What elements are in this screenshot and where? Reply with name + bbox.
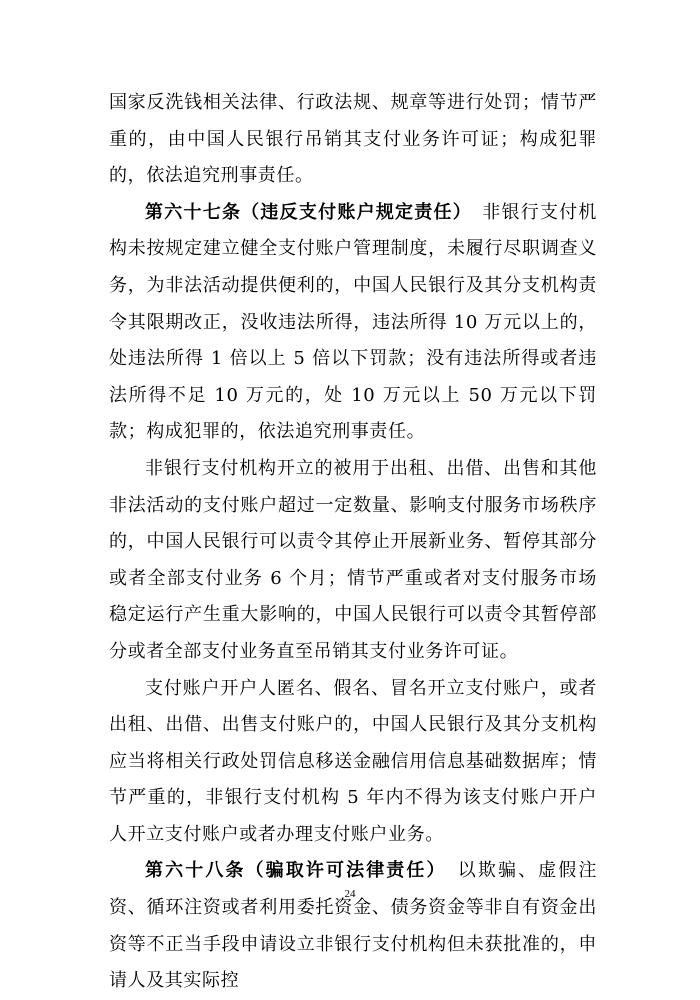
article-heading: 第六十七条（违反支付账户规定责任） xyxy=(145,201,463,223)
paragraph-article-68 xyxy=(109,853,597,999)
paragraph-3 xyxy=(109,451,597,671)
paragraph-1 xyxy=(109,85,597,195)
paragraph-4 xyxy=(109,671,597,854)
paragraph-text: 非银行支付机构开立的被用于出租、出借、出售和其他非法活动的支付账户超过一定数量、影响支付服务市场秩序的，中国人民银行可以责令其停止开展新业务、暂停其部分或者全部支付业务 6 个月；情节严重或者对支付服务市场稳定运行产生重大影响的，中国人民银行可以责令其暂停部分或者全部支付业务直至吊销其支付业务许可证。 xyxy=(109,457,597,662)
paragraph-text: 以欺骗、虚假注资、循环注资或者利用委托资金、债务资金等非自有资金出资等不正当手段申请设立非银行支付机构但未获批准的，申请人及其实际控 xyxy=(109,860,597,992)
paragraph-article-67 xyxy=(109,195,597,451)
page-number: 24 xyxy=(344,888,356,900)
paragraph-text: 国家反洗钱相关法律、行政法规、规章等进行处罚；情节严重的，由中国人民银行吊销其支付业务许可证；构成犯罪的，依法追究刑事责任。 xyxy=(109,92,597,187)
paragraph-text: 非银行支付机构未按规定建立健全支付账户管理制度，未履行尽职调查义务，为非法活动提供便利的，中国人民银行及其分支机构责令其限期改正，没收违法所得，违法所得 10 万元以上的，处违法所得 1 倍以上 5 倍以下罚款；没有违法所得或者违法所得不足 10 万元的，处 10 万元以上 50 万元以下罚款；构成犯罪的，依法追究刑事责任。 xyxy=(109,201,598,443)
paragraph-text: 支付账户开户人匿名、假名、冒名开立支付账户，或者出租、出借、出售支付账户的，中国人民银行及其分支机构应当将相关行政处罚信息移送金融信用信息基础数据库；情节严重的，非银行支付机构 5 年内不得为该支付账户开户人开立支付账户或者办理支付账户业务。 xyxy=(109,677,597,845)
body-text xyxy=(109,85,597,1000)
article-heading: 第六十八条（骗取许可法律责任） xyxy=(145,860,438,882)
